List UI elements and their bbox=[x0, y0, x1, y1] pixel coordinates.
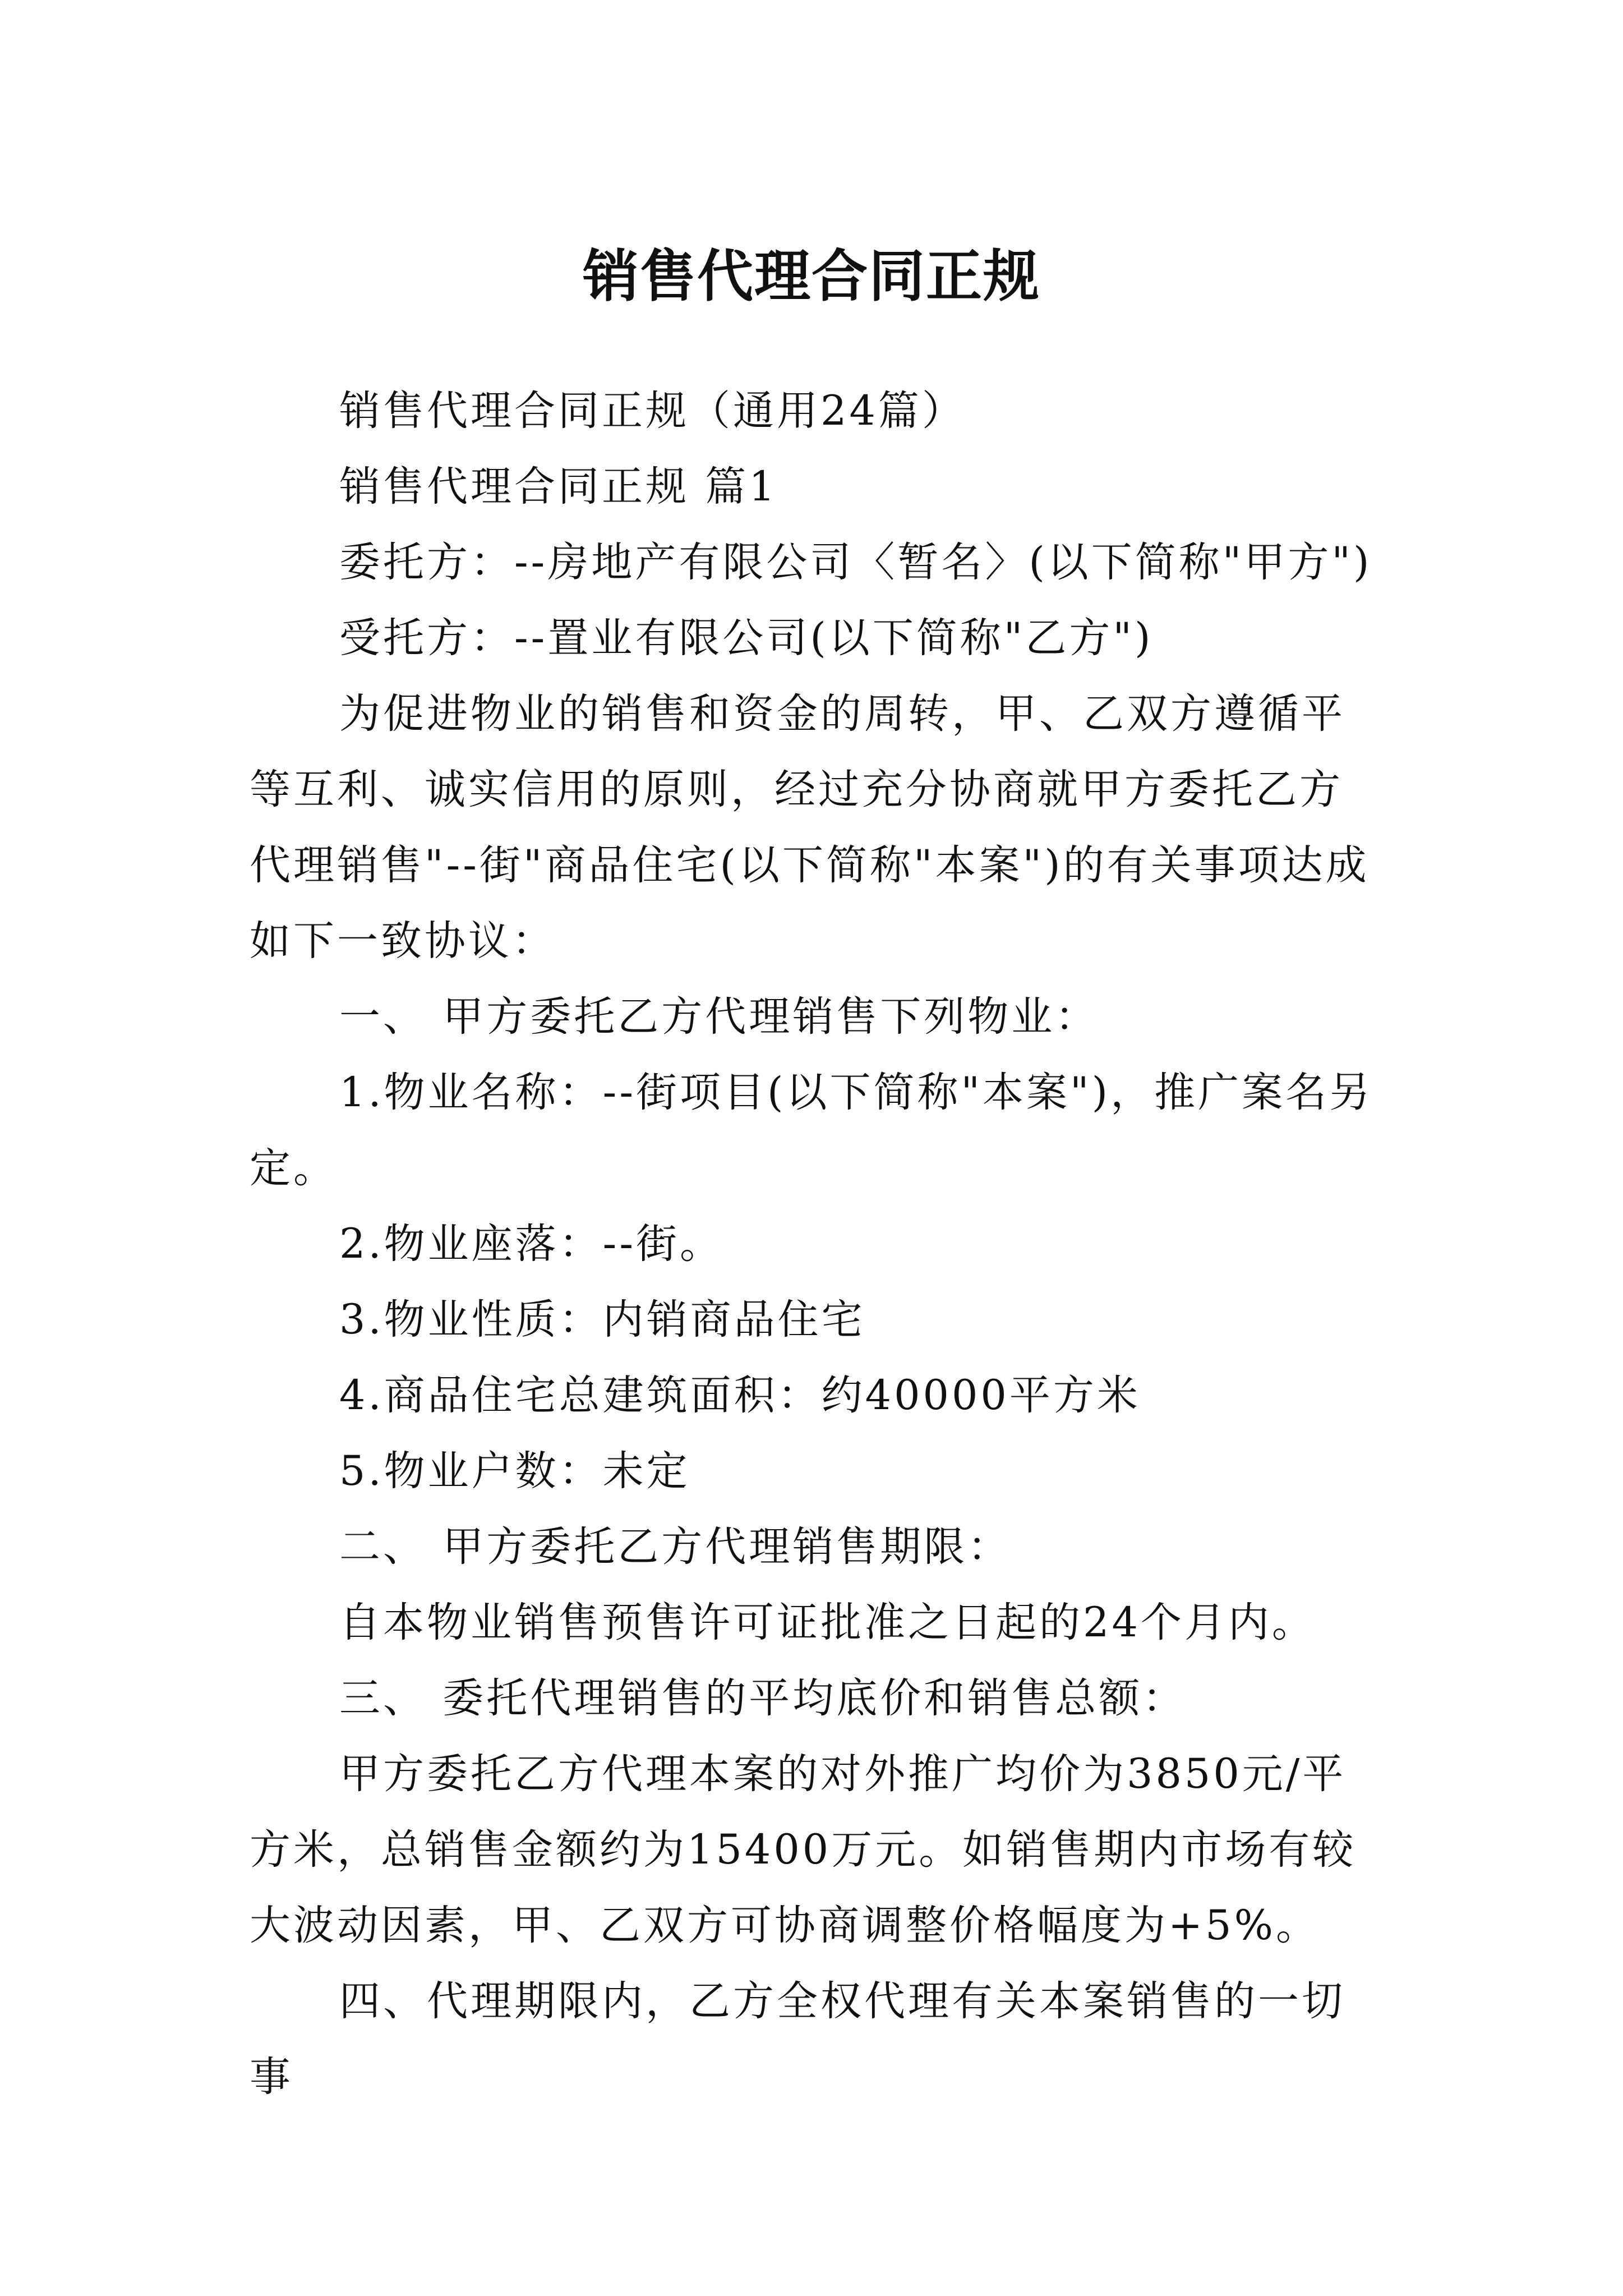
principal-party: 委托方：--房地产有限公司〈暂名〉(以下简称"甲方") bbox=[339, 539, 1372, 586]
document-title: 销售代理合同正规 bbox=[583, 243, 1040, 309]
section-heading: 销售代理合同正规 篇1 bbox=[339, 463, 778, 510]
pricing-paragraph: 甲方委托乙方代理本案的对外推广均价为3850元/平方米，总销售金额约为15400万元。如销售期内市场有较大波动因素，甲、乙双方可协商调整价格幅度为+5%。 bbox=[250, 1750, 1357, 1949]
property-units: 5.物业户数：未定 bbox=[339, 1447, 690, 1495]
property-location: 2.物业座落：--街。 bbox=[339, 1220, 723, 1268]
document-body bbox=[250, 373, 1380, 2115]
property-type: 3.物业性质：内销商品住宅 bbox=[339, 1296, 865, 1343]
property-name: 1.物业名称：--街项目(以下简称"本案")，推广案名另定。 bbox=[250, 1069, 1373, 1192]
agency-term: 自本物业销售预售许可证批准之日起的24个月内。 bbox=[339, 1599, 1316, 1646]
preamble-paragraph: 为促进物业的销售和资金的周转，甲、乙双方遵循平等互利、诚实信用的原则，经过充分协商就甲方委托乙方代理销售"--街"商品住宅(以下简称"本案")的有关事项达成如下一致协议： bbox=[250, 690, 1370, 965]
clause-2-heading: 二、 甲方委托乙方代理销售期限： bbox=[339, 1523, 1012, 1571]
agent-party: 受托方：--置业有限公司(以下简称"乙方") bbox=[339, 614, 1154, 662]
clause-1-heading: 一、 甲方委托乙方代理销售下列物业： bbox=[339, 993, 1099, 1041]
subtitle-line: 销售代理合同正规（通用24篇） bbox=[339, 387, 966, 435]
property-area: 4.商品住宅总建筑面积：约40000平方米 bbox=[339, 1372, 1141, 1419]
clause-4-paragraph: 四、代理期限内，乙方全权代理有关本案销售的一切事 bbox=[250, 1977, 1345, 2101]
clause-3-heading: 三、 委托代理销售的平均底价和销售总额： bbox=[339, 1674, 1187, 1722]
